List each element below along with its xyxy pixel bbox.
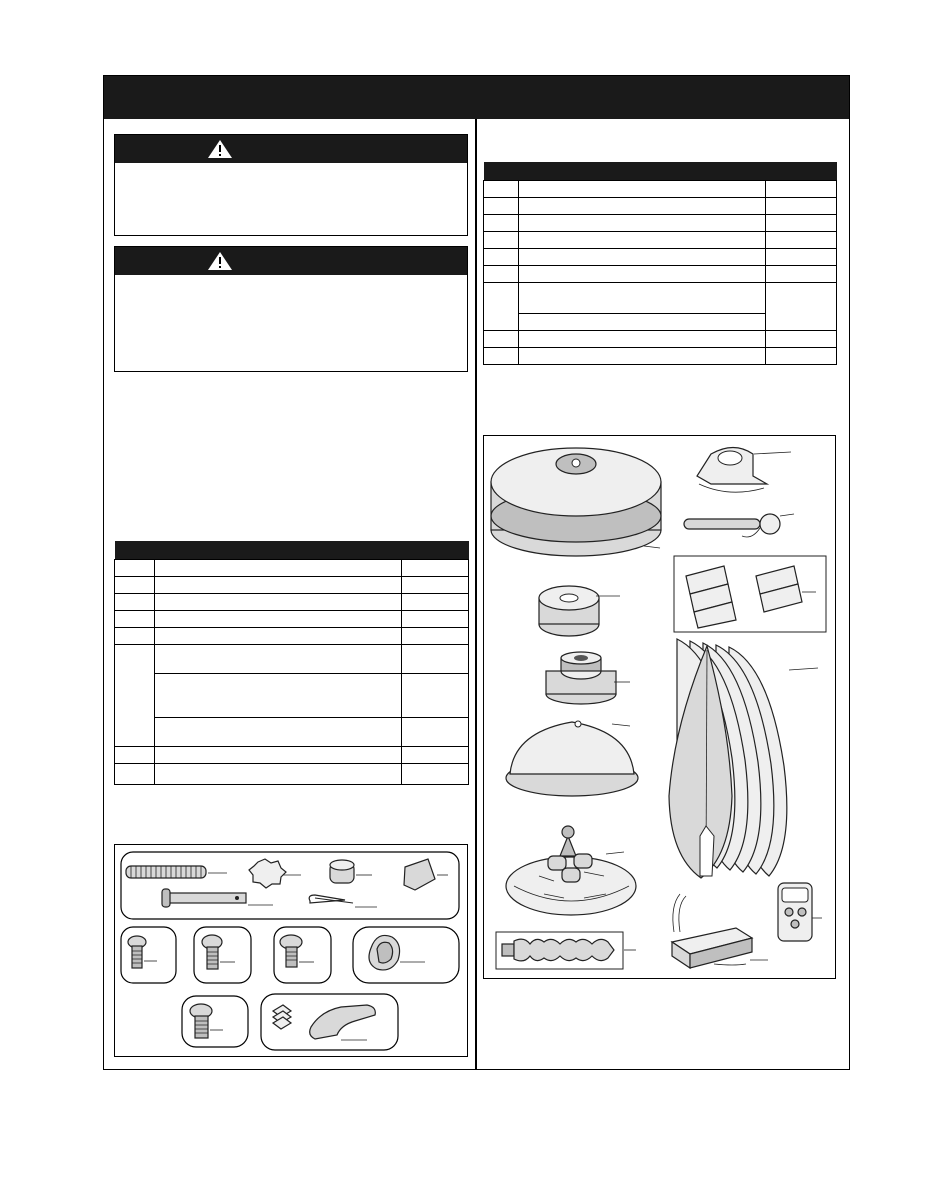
- table-row: [115, 747, 469, 764]
- warning-box-2: [114, 246, 468, 372]
- table-row: [484, 232, 837, 249]
- parts-illustration: [484, 436, 834, 977]
- table-row: [115, 594, 469, 611]
- table-header-row: [484, 162, 837, 181]
- hardware-contents-table: [114, 541, 469, 785]
- light-kit-cover-icon: [506, 721, 638, 796]
- parts-illustration-box: [483, 435, 836, 979]
- table-row: [115, 577, 469, 594]
- table-row: [484, 331, 837, 348]
- receiver-icon: [672, 894, 768, 968]
- table-row: [484, 215, 837, 232]
- downrod-icon: [684, 514, 794, 537]
- table-row: [115, 764, 469, 785]
- warning-triangle-icon: [207, 251, 233, 271]
- warning-header-bar: [115, 247, 467, 275]
- warning-triangle-icon: [207, 139, 233, 159]
- remote-control-icon: [778, 883, 822, 941]
- page-header-bar: [104, 76, 849, 119]
- mounting-bracket-icon: [697, 448, 791, 493]
- table-row: [115, 560, 469, 577]
- table-row: [115, 645, 469, 674]
- table-row: [484, 283, 837, 314]
- light-fitter-plate-icon: [506, 826, 636, 915]
- coupling-cover-icon: [546, 652, 630, 704]
- table-row: [115, 718, 469, 747]
- table-row: [115, 674, 469, 718]
- switch-housing-icon: [539, 586, 620, 636]
- warning-box-1: [114, 134, 468, 236]
- table-row: [484, 314, 837, 331]
- table-row: [484, 348, 837, 365]
- motor-assembly-icon: [491, 448, 661, 556]
- table-row: [484, 249, 837, 266]
- warning-header-bar: [115, 135, 467, 163]
- package-contents-table: [483, 162, 837, 365]
- column-divider: [475, 119, 477, 1069]
- hardware-illustration-box: [114, 844, 468, 1057]
- table-header-row: [115, 541, 469, 560]
- table-row: [484, 266, 837, 283]
- manual-page: [103, 75, 850, 1070]
- blade-set-icon: [669, 639, 818, 878]
- table-row: [115, 611, 469, 628]
- table-row: [115, 628, 469, 645]
- table-row: [484, 181, 837, 198]
- hardware-illustration: [115, 845, 466, 1055]
- table-row: [484, 198, 837, 215]
